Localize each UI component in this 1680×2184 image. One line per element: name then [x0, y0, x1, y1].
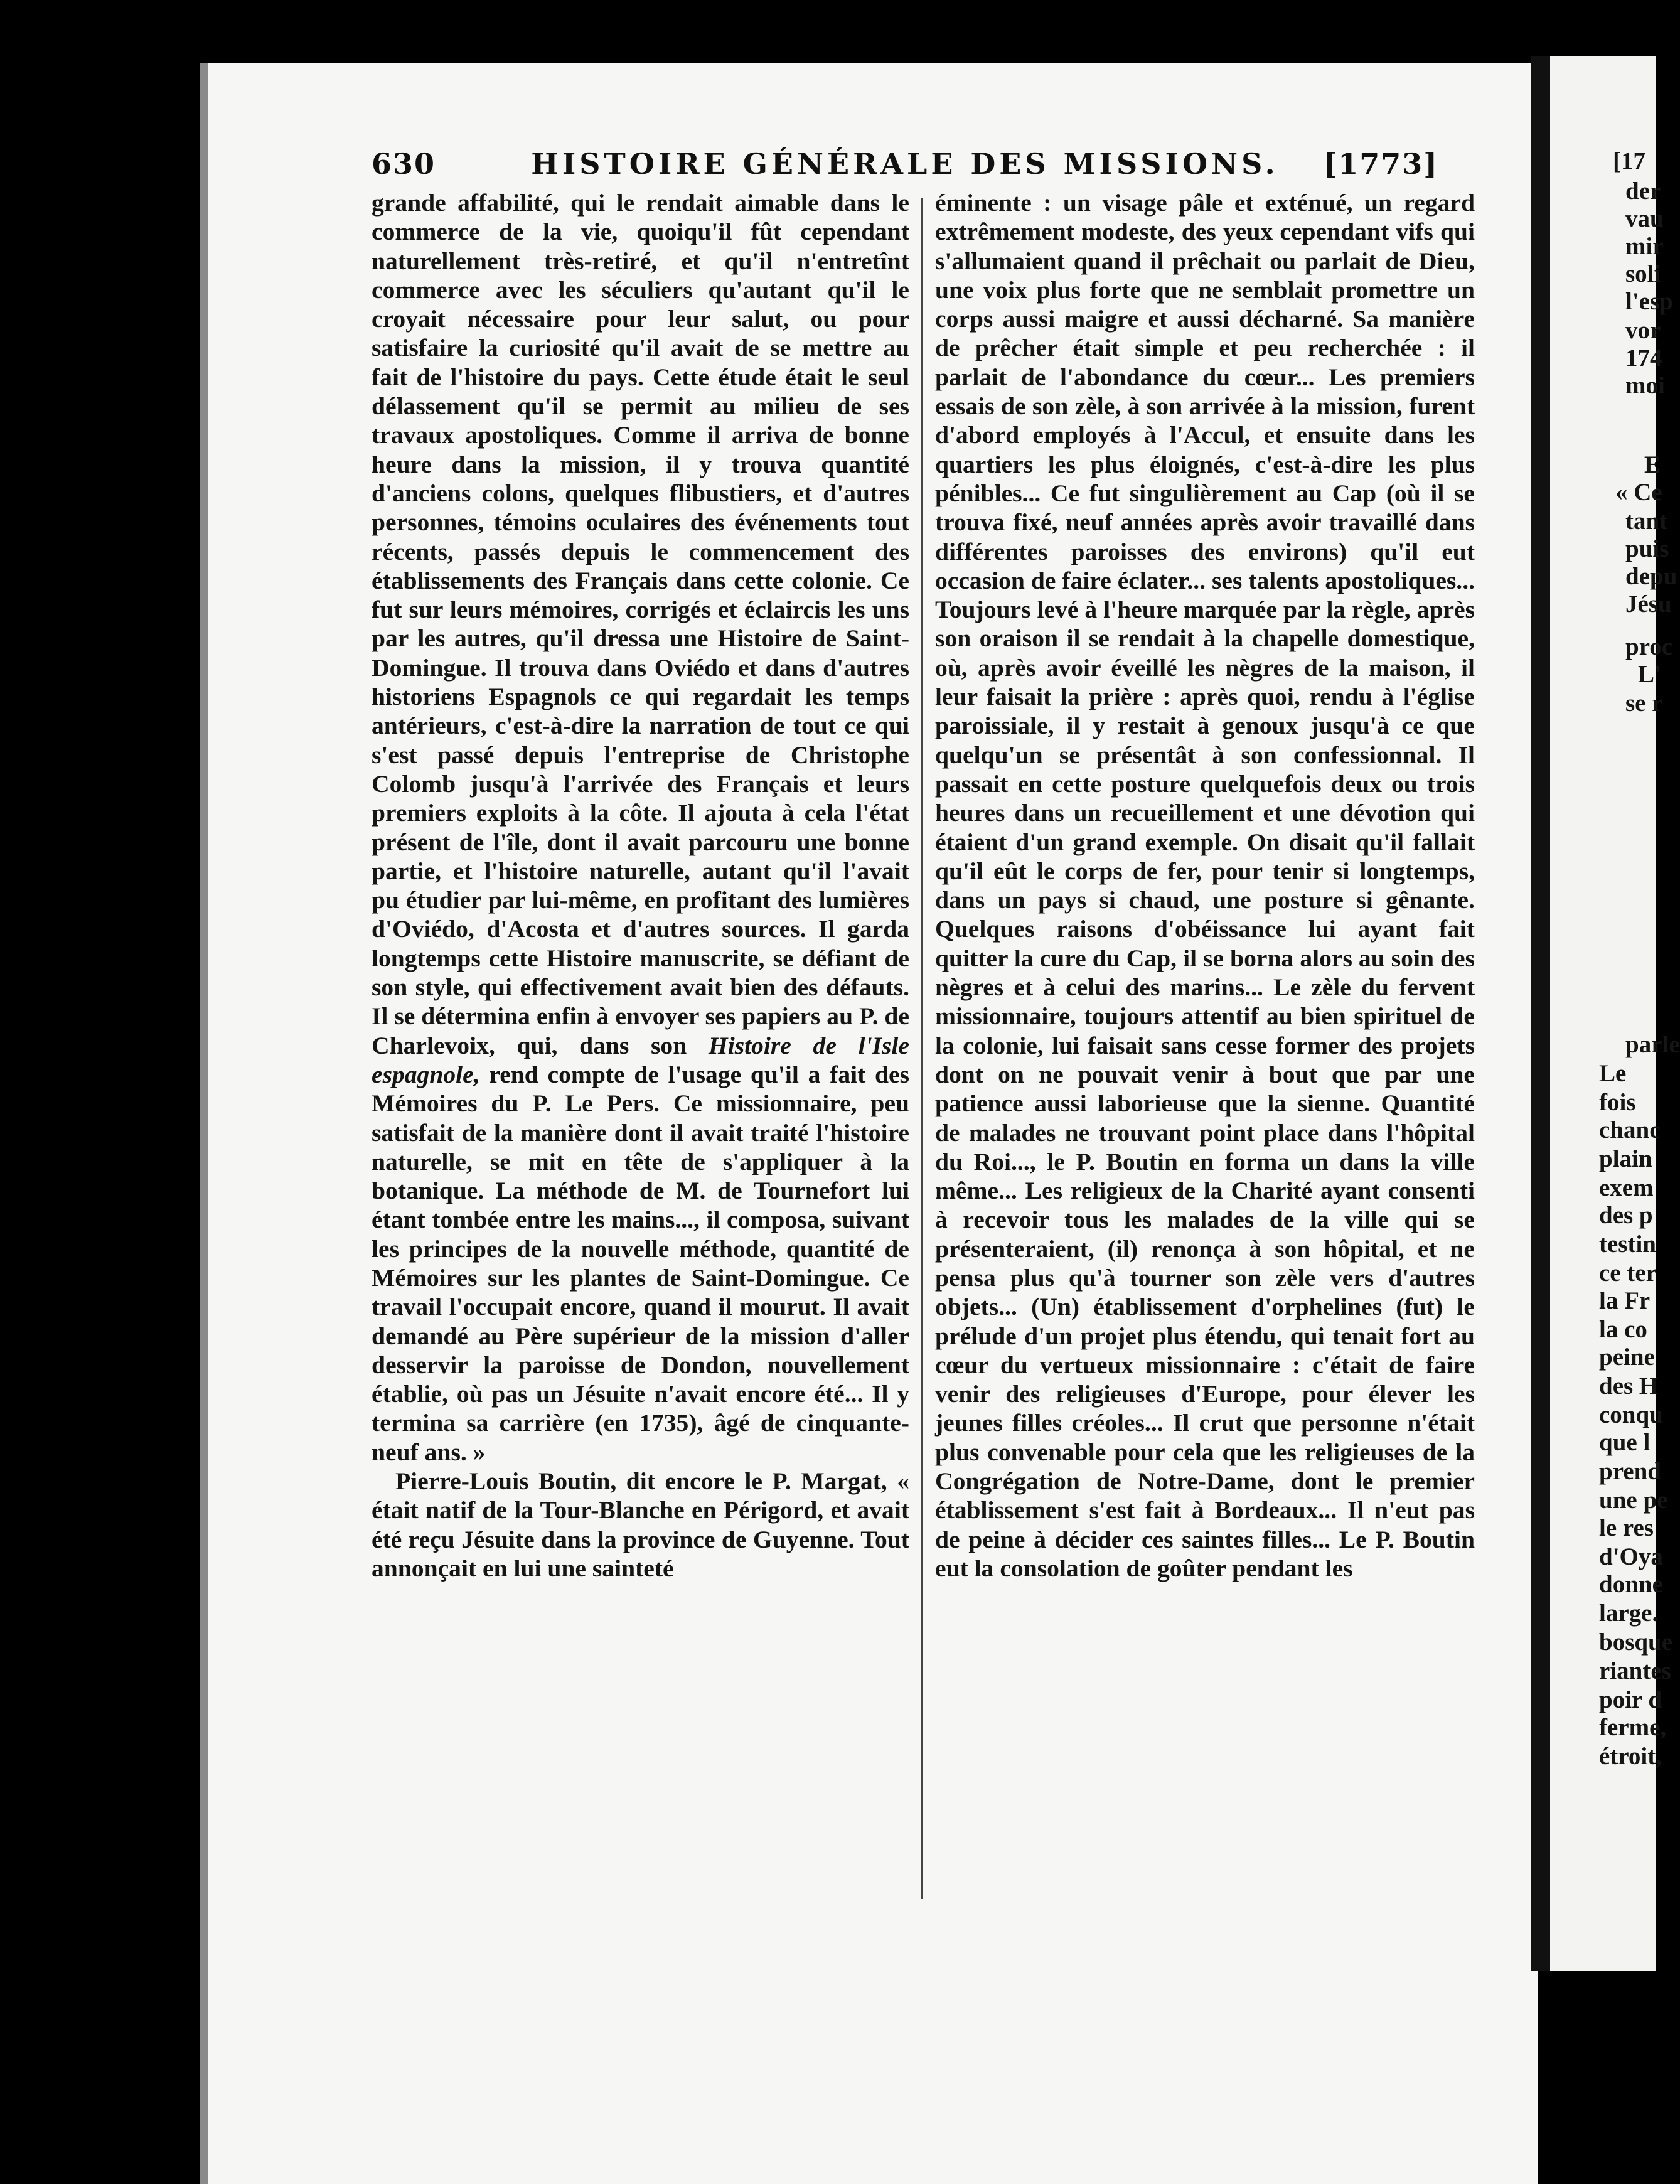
- next-page-fragment: soli: [1625, 260, 1661, 287]
- next-page-fragment: Jésu: [1625, 591, 1672, 618]
- next-page-fragment: tant: [1625, 508, 1668, 535]
- next-page-fragment: des H: [1599, 1373, 1659, 1400]
- next-page-fragment: l'esp: [1625, 288, 1673, 315]
- paragraph: Pierre-Louis Boutin, dit encore le P. Margat, « était natif de la Tour-Blanche en Périgord, et avait été reçu Jésuite dans la province de Guyenne. Tout annonçait en lui une sainteté: [372, 1467, 909, 1582]
- next-page-fragment: parle: [1625, 1031, 1680, 1058]
- next-page-fragment: poir d: [1599, 1686, 1662, 1713]
- paragraph: grande affabilité, qui le rendait aimable dans le commerce de la vie, quoiqu'il fût cependant naturellement très-retiré, et qu'il n'entretînt commerce avec les séculiers qu'autant qu'il le croyait nécessaire pour leur salut, ou pour satisfaire la curiosité qu'il avait de se mettre au fait de l'histoire du pays. Cette étude était le seul délassement qu'il se permit au milieu de ses travaux apostoliques. Comme il arriva de bonne heure dans la mission, il y trouva quantité d'anciens colons, quelques flibustiers, et d'autres personnes, témoins oculaires des événements tout récents, passés depuis le commencement des établissements des Français dans cette colonie. Ce fut sur leurs mémoires, corrigés et éclaircis les uns par les autres, qu'il dressa une Histoire de Saint-Domingue. Il trouva dans Oviédo et dans d'autres historiens Espagnols ce qui regardait les temps antérieurs, c'est-à-dire la narration de tout ce qui s'est passé depuis l'entreprise de Christophe Colomb jusqu'à l'arrivée des Français et leurs premiers exploits à la côte. Il ajouta à cela l'état présent de l'île, dont il avait parcouru une bonne partie, et l'histoire naturelle, autant qu'il l'avait pu étudier par lui-même, en profitant des lumières d'Oviédo, d'Acosta et d'autres sources. Il garda longtemps cette Histoire manuscrite, se défiant de son style, qui effectivement avait bien des défauts. Il se détermina enfin à envoyer ses papiers au P. de Charlevoix, qui, dans son Histoire de l'Isle espagnole, rend compte de l'usage qu'il a fait des Mémoires du P. Le Pers. Ce missionnaire, peu satisfait de la manière dont il avait traité l'histoire naturelle, se mit en tête de s'appliquer à la botanique. La méthode de M. de Tournefort lui étant tombée entre les mains..., il composa, suivant les principes de la nouvelle méthode, quantité de Mémoires sur les plantes de Saint-Domingue. Ce travail l'occupait encore, quand il mourut. Il avait demandé au Père supérieur de la mission d'aller desservir la paroisse de Dondon, nouvellement établie, où pas un Jésuite n'avait encore été... Il y termina sa carrière (en 1735), âgé de cinquante-neuf ans. »: [372, 189, 909, 1466]
- next-page-fragment: testin: [1599, 1231, 1656, 1258]
- next-page-fragment: moi: [1625, 372, 1665, 399]
- next-page-fragment: large.: [1599, 1600, 1659, 1627]
- header-year: [1773]: [1323, 147, 1438, 181]
- next-page-fragment: que l: [1599, 1429, 1651, 1456]
- next-page-fragment: Le: [1599, 1060, 1627, 1087]
- next-page-fragment: riantes: [1599, 1657, 1671, 1684]
- next-page-fragment: 174: [1625, 345, 1662, 372]
- gutter-shadow: [1531, 56, 1553, 1971]
- next-page-fragment: ce ter: [1599, 1260, 1657, 1287]
- next-page-fragment: proc: [1625, 633, 1673, 660]
- next-page-fragment: depu: [1625, 563, 1677, 590]
- next-page-fragment: se r: [1625, 690, 1663, 717]
- column-divider: [921, 198, 923, 1899]
- next-page-fragment: [17: [1613, 147, 1645, 174]
- next-page-fragment: des p: [1599, 1202, 1653, 1229]
- next-page-fragment: prend: [1599, 1458, 1661, 1485]
- next-page-fragment: la co: [1599, 1316, 1647, 1343]
- paragraph: éminente : un visage pâle et exténué, un regard extrêmement modeste, des yeux cependant vifs qui s'allumaient quand il prêchait ou parlait de Dieu, une voix plus forte que ne semblait promettre un corps aussi maigre et aussi décharné. Sa manière de prêcher était simple et peu recherchée : il parlait de l'abondance du cœur... Les premiers essais de son zèle, à son arrivée à la mission, furent d'abord employés à l'Accul, et ensuite dans les quartiers les plus éloignés, c'est-à-dire les plus pénibles... Ce fut singulièrement au Cap (où il se trouva fixé, neuf années après avoir travaillé dans différentes paroisses des environs) qu'il eut occasion de faire éclater... ses talents apostoliques... Toujours levé à l'heure marquée par la règle, après son oraison il se rendait à la chapelle domestique, où, après avoir éveillé les nègres de la maison, il leur faisait la prière : après quoi, rendu à l'église paroissiale, il y restait à genoux jusqu'à ce que quelqu'un se présentât à son confessionnal. Il passait en cette posture quelquefois deux ou trois heures dans un recueillement et une dévotion qui étaient d'un grand exemple. On disait qu'il fallait qu'il eût le corps de fer, pour tenir si longtemps, dans un pays si chaud, une posture si gênante. Quelques raisons d'obéissance lui ayant fait quitter la cure du Cap, il se borna alors au soin des nègres et à celui des marins... Le zèle du fervent missionnaire, toujours attentif au bien spirituel de la colonie, lui faisait sans cesse former des projets dont on ne pouvait venir à bout que par une patience aussi laborieuse que la sienne. Quantité de malades ne trouvant point place dans l'hôpital du Roi..., le P. Boutin en forma un dans la ville même... Les religieux de la Charité ayant consenti à recevoir tous les malades de la ville qui se présenteraient, (il) renonça à son hôpital, et ne pensa plus qu'à tourner son zèle vers d'autres objets... (Un) établissement d'orphelines (fut) le prélude d'un projet plus étendu, qui tenait fort au cœur du vertueux missionnaire : c'était de faire venir des religieuses d'Europe, pour élever les jeunes filles créoles... Il crut que personne n'était plus convenable pour cela que les religieuses de la Congrégation de Notre-Dame, dont le premier établissement s'est fait à Bordeaux... Il n'eut pas de peine à décider ces saintes filles... Le P. Boutin eut la consolation de goûter pendant les: [935, 189, 1475, 1582]
- book-title-italic: Histoire de l'Isle espagnole,: [372, 1031, 909, 1088]
- page-edge: [200, 63, 208, 2184]
- next-page-fragment: la Fr: [1599, 1287, 1651, 1314]
- next-page-fragment: le res: [1599, 1514, 1654, 1541]
- right-column: [935, 188, 1475, 1883]
- next-page-fragment: chanc: [1599, 1116, 1661, 1143]
- next-page-fragment: mir: [1625, 233, 1664, 260]
- running-title: HISTOIRE GÉNÉRALE DES MISSIONS.: [531, 147, 1279, 181]
- next-page-fragment: fois: [1599, 1089, 1636, 1116]
- next-page-fragment: plain: [1599, 1145, 1652, 1172]
- next-page-fragment: étroit,: [1599, 1743, 1662, 1770]
- next-page-fragment: vau: [1625, 205, 1664, 232]
- next-page-fragment: donne: [1599, 1571, 1663, 1598]
- page-number: 630: [372, 147, 436, 181]
- next-page-fragment: une pe: [1599, 1487, 1668, 1514]
- next-page-fragment: L': [1638, 661, 1661, 688]
- left-column: [372, 188, 909, 1883]
- next-page-fragment: E: [1644, 451, 1661, 478]
- next-page-fragment: ferme,: [1599, 1714, 1667, 1741]
- next-page-fragment: puis: [1625, 535, 1669, 562]
- next-page-fragment: d'Oya: [1599, 1543, 1663, 1570]
- next-page-fragment: exem: [1599, 1174, 1654, 1201]
- next-page-fragment: peine: [1599, 1344, 1655, 1371]
- next-page-fragment: bosque: [1599, 1629, 1673, 1656]
- next-page-fragment: conqu: [1599, 1401, 1663, 1428]
- next-page-fragment: der: [1625, 178, 1661, 205]
- next-page-fragment: vor: [1625, 317, 1661, 344]
- next-page-fragment: « Ce: [1615, 479, 1662, 506]
- page-header: [372, 147, 1438, 191]
